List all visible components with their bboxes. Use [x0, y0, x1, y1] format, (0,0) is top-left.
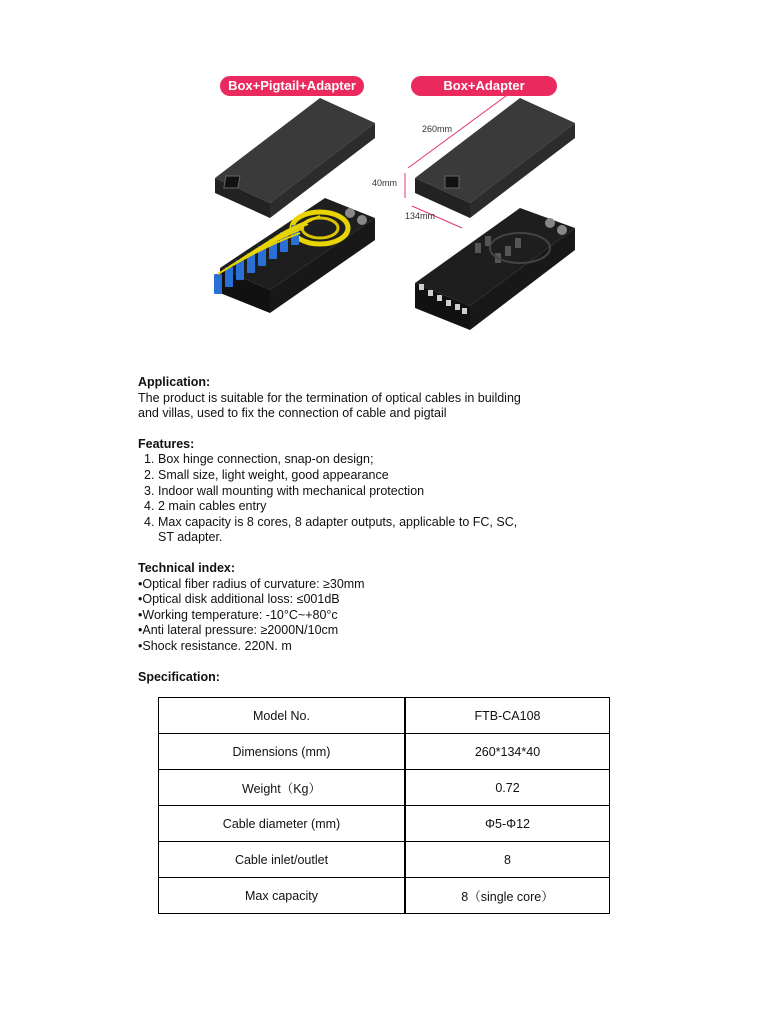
technical-item: •Optical fiber radius of curvature: ≥30mm — [138, 576, 365, 591]
table-row — [159, 734, 610, 770]
feature-item: 4. 2 main cables entry — [144, 499, 267, 514]
left-box-lid — [215, 98, 375, 218]
feature-item: 2. Small size, light weight, good appearance — [144, 467, 389, 482]
table-row — [159, 878, 610, 914]
spec-label: Cable diameter (mm) — [159, 806, 406, 842]
application-line: The product is suitable for the termination of optical cables in building — [138, 390, 521, 405]
feature-item: 3. Indoor wall mounting with mechanical protection — [144, 483, 425, 498]
dim-width: 134mm — [405, 211, 436, 221]
table-row — [159, 806, 610, 842]
spec-value: 0.72 — [405, 770, 610, 806]
label-box-adapter: Box+Adapter — [411, 76, 557, 96]
dim-height: 40mm — [372, 178, 398, 188]
specification-heading: Specification: — [138, 669, 220, 684]
spec-label: Cable inlet/outlet — [159, 842, 406, 878]
feature-item: 1. Box hinge connection, snap-on design; — [144, 452, 374, 467]
spec-value: 8（single core） — [405, 878, 610, 914]
technical-item: •Anti lateral pressure: ≥2000N/10cm — [138, 623, 339, 638]
dim-length: 260mm — [422, 124, 453, 134]
right-box-base — [415, 208, 575, 330]
application-line: and villas, used to fix the connection of cable and pigtail — [138, 406, 447, 421]
document-body — [138, 375, 618, 685]
spec-label: Weight（Kg） — [159, 770, 406, 806]
spec-value: 260*134*40 — [405, 734, 610, 770]
features-list — [138, 452, 618, 546]
spec-label: Model No. — [159, 698, 406, 734]
application-section — [138, 375, 618, 422]
spec-value: Φ5-Φ12 — [405, 806, 610, 842]
specification-table — [158, 697, 610, 914]
technical-item: •Working temperature: -10°C~+80°c — [138, 607, 338, 622]
table-row — [159, 842, 610, 878]
technical-section — [138, 561, 618, 655]
technical-item: •Optical disk additional loss: ≤001dB — [138, 592, 340, 607]
spec-label: Dimensions (mm) — [159, 734, 406, 770]
product-illustration — [200, 68, 580, 358]
spec-value: FTB-CA108 — [405, 698, 610, 734]
table-row — [159, 698, 610, 734]
feature-item: ST adapter. — [158, 530, 223, 545]
application-heading: Application: — [138, 375, 211, 389]
feature-item: 4. Max capacity is 8 cores, 8 adapter outputs, applicable to FC, SC, — [144, 514, 518, 529]
technical-heading: Technical index: — [138, 560, 236, 575]
features-section — [138, 437, 618, 546]
product-figure — [200, 68, 580, 358]
technical-item: •Shock resistance. 220N. m — [138, 638, 292, 653]
spec-value: 8 — [405, 842, 610, 878]
features-heading: Features: — [138, 436, 195, 451]
table-row — [159, 770, 610, 806]
spec-label: Max capacity — [159, 878, 406, 914]
right-box-lid — [405, 93, 575, 228]
label-box-pigtail-adapter: Box+Pigtail+Adapter — [220, 76, 364, 96]
left-box-base — [214, 198, 375, 313]
